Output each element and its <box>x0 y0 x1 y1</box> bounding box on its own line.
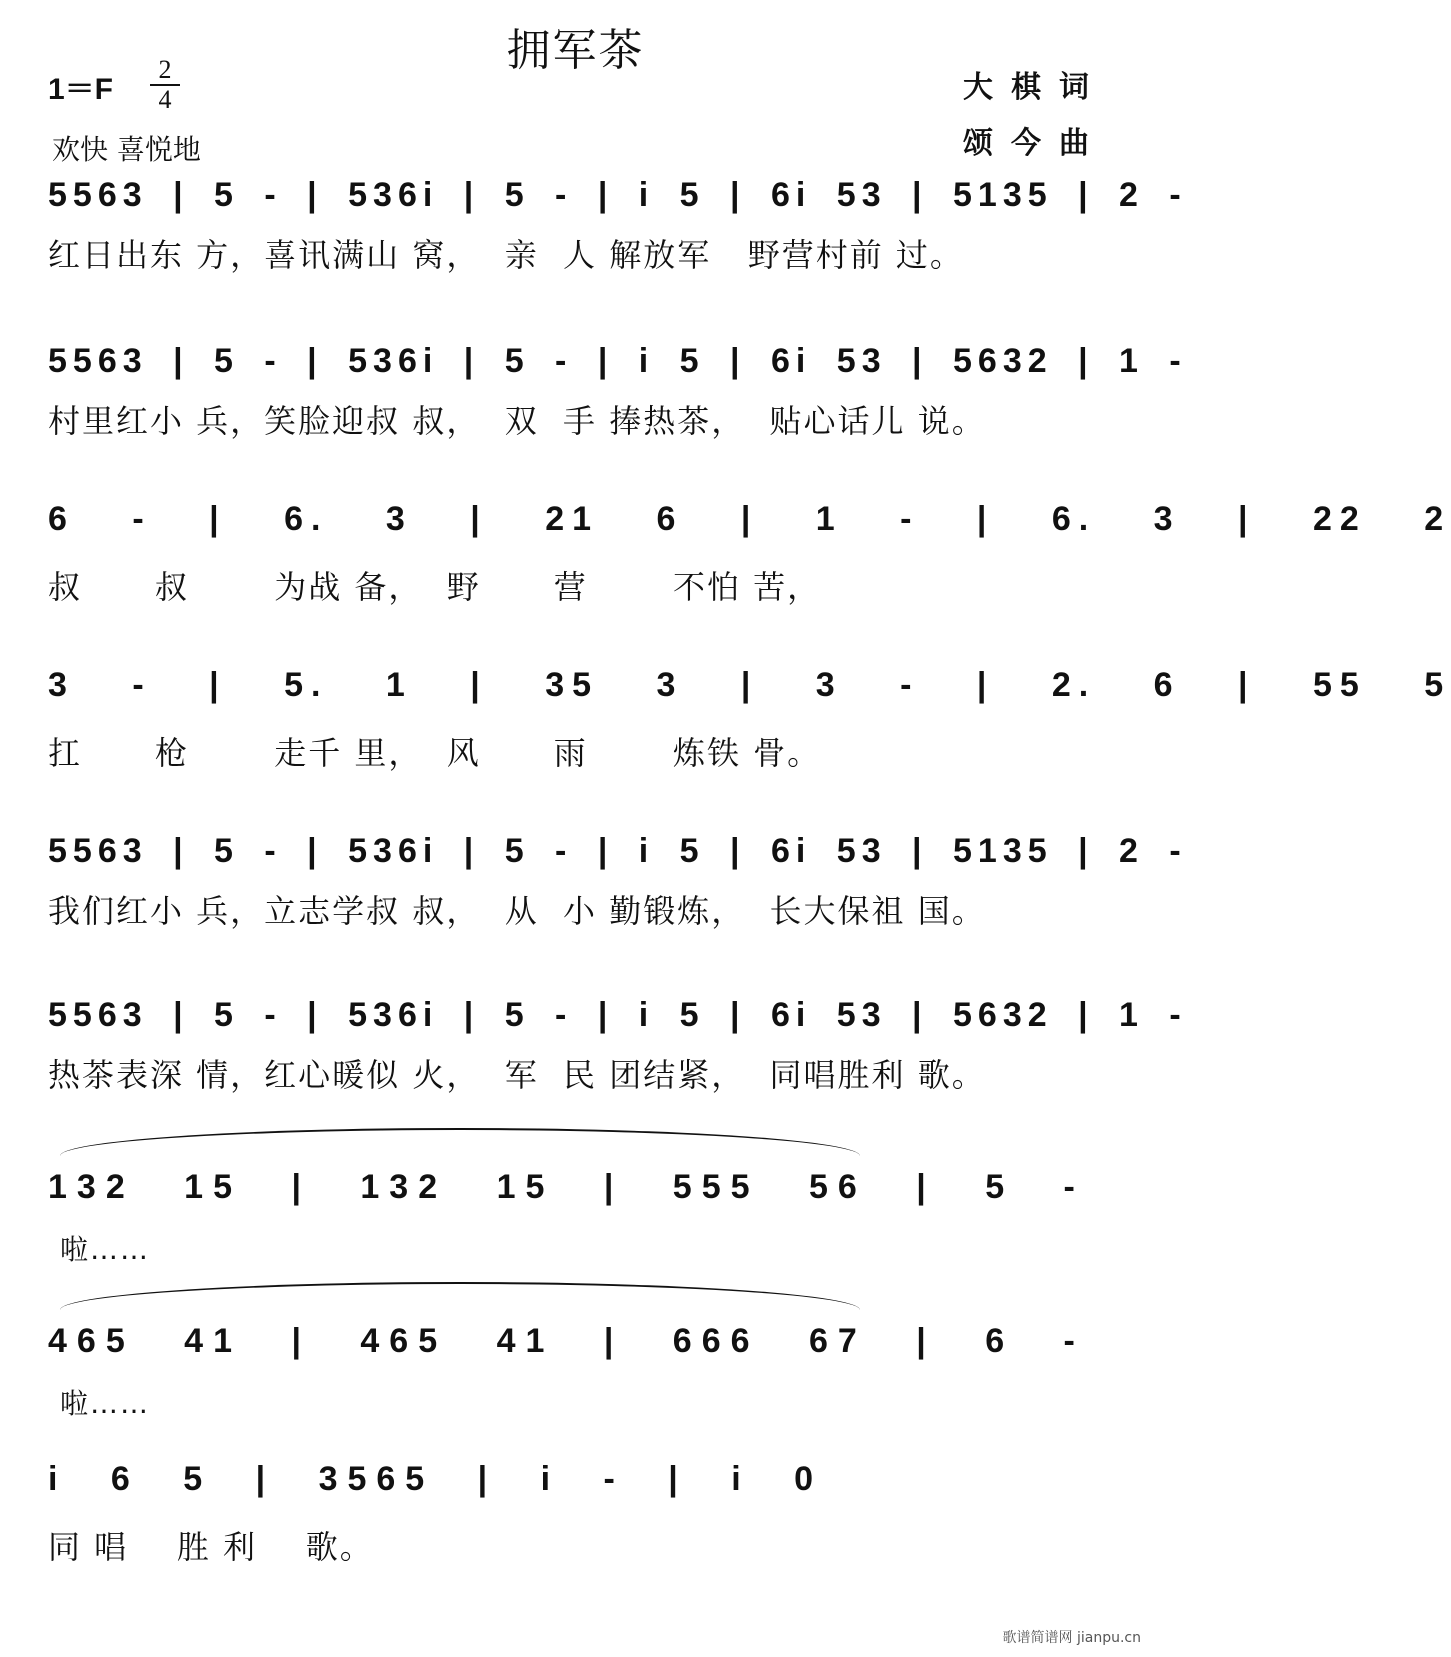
score-line-7 <box>0 1118 1151 1268</box>
notation-line-5 <box>48 806 1187 896</box>
song-title: 拥军茶 <box>506 25 645 76</box>
score-line-4 <box>0 636 1451 786</box>
lyrics-line-3: 叔 叔 为战 备， 野 营 不怕 苦， <box>48 568 822 606</box>
lyrics-line-5: 我们红小 兵，立志学叔 叔， 从 小 勤锻炼， 长大保祖 国。 <box>48 892 986 930</box>
watermark-footer: 歌谱简谱网 jianpu.cn <box>1002 1630 1141 1646</box>
notation-line-9 <box>48 1430 1111 1520</box>
composer-credit: 颂今曲 <box>963 126 1107 161</box>
score-line-5 <box>0 806 1187 946</box>
notation-text: 3 - | 5. 1 | 35 3 | 3 - | 2. 6 | 55 5 <box>48 666 1451 704</box>
lyrics-line-4: 扛 枪 走千 里， 风 雨 炼铁 骨。 <box>48 734 822 772</box>
lyrics-line-9: 同 唱 胜 利 歌。 <box>48 1528 374 1566</box>
notation-text: 5563 | 5 - | 536i | 5 - | i 5 | 6i 53 | 5632 | 1 - <box>48 996 1187 1034</box>
notation-line-4 <box>48 636 1451 726</box>
time-signature-bottom: 4 <box>158 85 172 114</box>
score-line-1 <box>0 150 1187 290</box>
notation-text: 5563 | 5 - | 536i | 5 - | i 5 | 6i 53 | 5135 | 2 - <box>48 832 1187 870</box>
lyrics-line-2: 村里红小 兵，笑脸迎叔 叔， 双 手 捧热茶， 贴心话儿 说。 <box>48 402 986 440</box>
score-line-3 <box>0 470 1451 620</box>
lyrics-line-6: 热茶表深 情，红心暖似 火， 军 民 团结紧， 同唱胜利 歌。 <box>48 1056 986 1094</box>
score-line-9 <box>0 1430 1151 1580</box>
notation-text: 6 - | 6. 3 | 21 6 | 1 - | 6. 3 | 22 2 <box>48 500 1451 538</box>
tempo-marking: 欢快 喜悦地 <box>52 133 201 166</box>
key-signature: 1＝F <box>48 73 114 106</box>
lyrics-line-7: 啦…… <box>60 1233 151 1266</box>
lyricist-credit: 大棋词 <box>963 70 1107 105</box>
notation-text: 465 41 | 465 41 | 666 67 | 6 - <box>48 1322 1085 1360</box>
notation-text: 132 15 | 132 15 | 555 56 | 5 - <box>48 1168 1085 1206</box>
lyrics-line-1: 红日出东 方，喜讯满山 窝， 亲 人 解放军 野营村前 过。 <box>48 236 964 274</box>
notation-line-7 <box>48 1138 1111 1228</box>
time-signature-top: 2 <box>150 56 180 86</box>
notation-line-3 <box>48 470 1451 560</box>
time-signature <box>150 56 180 114</box>
score-line-6 <box>0 970 1187 1110</box>
notation-text: 5563 | 5 - | 536i | 5 - | i 5 | 6i 53 | 5632 | 1 - <box>48 342 1187 380</box>
lyrics-line-8: 啦…… <box>60 1387 151 1420</box>
notation-line-1 <box>48 150 1187 240</box>
score-line-2 <box>0 316 1187 456</box>
notation-text: 5563 | 5 - | 536i | 5 - | i 5 | 6i 53 | 5135 | 2 - <box>48 176 1187 214</box>
score-line-8 <box>0 1272 1151 1422</box>
notation-line-8 <box>48 1292 1111 1382</box>
notation-line-2 <box>48 316 1187 406</box>
notation-line-6 <box>48 970 1187 1060</box>
notation-text: i 6 5 | 3565 | i - | i 0 <box>48 1460 824 1498</box>
